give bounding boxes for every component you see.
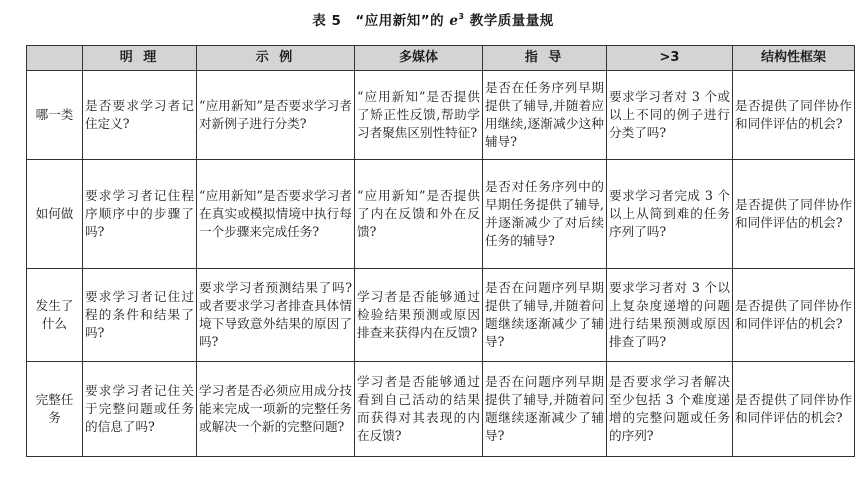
row-label: 发生了什么 — [27, 269, 83, 362]
header-row — [27, 46, 855, 71]
row-label: 哪一类 — [27, 71, 83, 160]
caption-e-symbol: e — [449, 13, 459, 29]
table-cell: 是否在问题序列早期提供了辅导,并随着问题继续逐渐减少了辅导? — [483, 269, 607, 362]
table-row — [27, 362, 855, 457]
header-multimedia: 多媒体 — [355, 46, 483, 71]
caption-superscript: 3 — [458, 12, 465, 21]
table-cell: 学习者是否能够通过检验结果预测或原因排查来获得内在反馈? — [355, 269, 483, 362]
table-cell: 学习者是否能够通过看到自己活动的结果而获得对其表现的内在反馈? — [355, 362, 483, 457]
table-cell: 是否要求学习者解决至少包括 3 个难度递增的完整问题或任务的序列? — [607, 362, 733, 457]
caption-suffix: 教学质量量规 — [464, 13, 554, 29]
header-guidance: 指 导 — [483, 46, 607, 71]
header-principle: 明 理 — [83, 46, 197, 71]
table-row — [27, 160, 855, 269]
table-cell: 学习者是否必须应用成分技能来完成一项新的完整任务或解决一个新的完整问题? — [197, 362, 355, 457]
header-empty — [27, 46, 83, 71]
table-cell: 要求学习者完成 3 个以上从简到难的任务序列了吗? — [607, 160, 733, 269]
table-cell: 要求学习者记住程序顺序中的步骤了吗? — [83, 160, 197, 269]
table-cell: “应用新知”是否要求学习者对新例子进行分类? — [197, 71, 355, 160]
header-more-than-three: >3 — [607, 46, 733, 71]
table-cell: 是否提供了同伴协作和同伴评估的机会? — [733, 71, 855, 160]
table-cell: 要求学习者记住过程的条件和结果了吗? — [83, 269, 197, 362]
table-cell: 要求学习者记住关于完整问题或任务的信息了吗? — [83, 362, 197, 457]
table-cell: “应用新知”是否提供了内在反馈和外在反馈? — [355, 160, 483, 269]
table-caption — [0, 9, 866, 29]
table-cell: 是否提供了同伴协作和同伴评估的机会? — [733, 269, 855, 362]
table-row — [27, 269, 855, 362]
caption-prefix: “应用新知”的 — [355, 13, 450, 29]
row-label: 完整任务 — [27, 362, 83, 457]
table-row — [27, 71, 855, 160]
table-cell: 是否在问题序列早期提供了辅导,并随着问题继续逐渐减少了辅导? — [483, 362, 607, 457]
table-cell: 是否在任务序列早期提供了辅导,并随着应用继续,逐渐减少这种辅导? — [483, 71, 607, 160]
table-cell: 要求学习者对 3 个或以上不同的例子进行分类了吗? — [607, 71, 733, 160]
table-cell: 是否提供了同伴协作和同伴评估的机会? — [733, 160, 855, 269]
table-cell: 要求学习者对 3 个以上复杂度递增的问题进行结果预测或原因排查了吗? — [607, 269, 733, 362]
header-structural-framework: 结构性框架 — [733, 46, 855, 71]
table-cell: “应用新知”是否提供了矫正性反馈,帮助学习者聚焦区别性特征? — [355, 71, 483, 160]
table-cell: 是否对任务序列中的早期任务提供了辅导,并逐渐减少了对后续任务的辅导? — [483, 160, 607, 269]
table-cell: 要求学习者预测结果了吗?或者要求学习者排查具体情境下导致意外结果的原因了吗? — [197, 269, 355, 362]
quality-rubric-table — [26, 45, 855, 457]
table-cell: “应用新知”是否要求学习者在真实或模拟情境中执行每一个步骤来完成任务? — [197, 160, 355, 269]
header-example: 示 例 — [197, 46, 355, 71]
caption-number: 表 5 — [312, 13, 342, 29]
row-label: 如何做 — [27, 160, 83, 269]
table-cell: 是否提供了同伴协作和同伴评估的机会? — [733, 362, 855, 457]
table-cell: 是否要求学习者记住定义? — [83, 71, 197, 160]
